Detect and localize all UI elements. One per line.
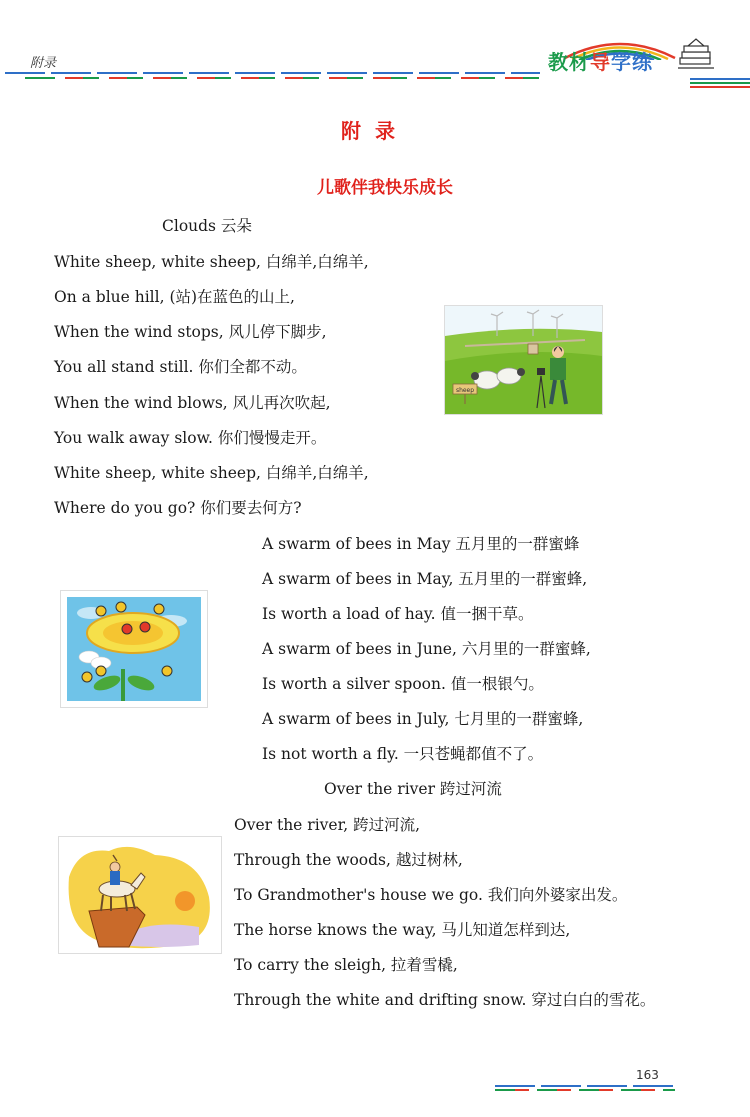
bees-illustration — [60, 590, 208, 708]
header-divider-right — [690, 76, 750, 88]
poem2-title: A swarm of bees in May 五月里的一群蜜蜂 — [262, 535, 580, 553]
poem2-line: Is worth a silver spoon. 值一根银勺。 — [262, 675, 544, 693]
page-title: 附录 — [341, 119, 409, 143]
sheep-sign-text: sheep — [455, 387, 475, 394]
poem3-line: To Grandmother's house we go. 我们向外婆家出发。 — [234, 886, 628, 904]
poem2-line: A swarm of bees in May, 五月里的一群蜜蜂, — [262, 570, 588, 588]
header-divider — [5, 70, 540, 82]
poem2-line: A swarm of bees in July, 七月里的一群蜜蜂, — [262, 710, 584, 728]
poem3-line: Through the white and drifting snow. 穿过白白的雪花。 — [234, 991, 656, 1009]
poem3-line: The horse knows the way, 马儿知道怎样到达, — [234, 921, 571, 939]
poem1-line: When the wind blows, 风儿再次吹起, — [54, 394, 331, 412]
poem2-line: Is worth a load of hay. 值一捆干草。 — [262, 605, 534, 623]
section-subtitle: 儿歌伴我快乐成长 — [317, 178, 453, 198]
poem3-line: Through the woods, 越过树林, — [234, 851, 463, 869]
poem1-line: You walk away slow. 你们慢慢走开。 — [54, 429, 327, 447]
section-label: 附录 — [30, 56, 57, 71]
poem1-title: Clouds 云朵 — [162, 217, 252, 235]
horse-illustration — [58, 836, 222, 954]
poem1-line: On a blue hill, (站)在蓝色的山上, — [54, 288, 295, 306]
book-stack-icon — [676, 38, 716, 72]
poem3-line: Over the river, 跨过河流, — [234, 816, 421, 834]
footer-divider — [495, 1083, 675, 1093]
brand-logo — [548, 46, 653, 75]
brand-part-1: 教材 — [548, 50, 590, 74]
sheep-illustration — [444, 305, 603, 415]
page-number: 163 — [636, 1068, 659, 1082]
brand-part-2: 导 — [590, 50, 611, 74]
poem3-title: Over the river 跨过河流 — [324, 780, 502, 798]
brand-part-3: 学练 — [611, 50, 653, 74]
poem2-line: Is not worth a fly. 一只苍蝇都值不了。 — [262, 745, 544, 763]
poem1-line: White sheep, white sheep, 白绵羊,白绵羊, — [54, 253, 369, 271]
poem1-line: Where do you go? 你们要去何方? — [54, 499, 302, 517]
poem1-line: When the wind stops, 风儿停下脚步, — [54, 323, 327, 341]
poem2-line: A swarm of bees in June, 六月里的一群蜜蜂, — [262, 640, 591, 658]
poem1-line: White sheep, white sheep, 白绵羊,白绵羊, — [54, 464, 369, 482]
poem1-line: You all stand still. 你们全都不动。 — [54, 358, 307, 376]
poem3-line: To carry the sleigh, 拉着雪橇, — [234, 956, 458, 974]
